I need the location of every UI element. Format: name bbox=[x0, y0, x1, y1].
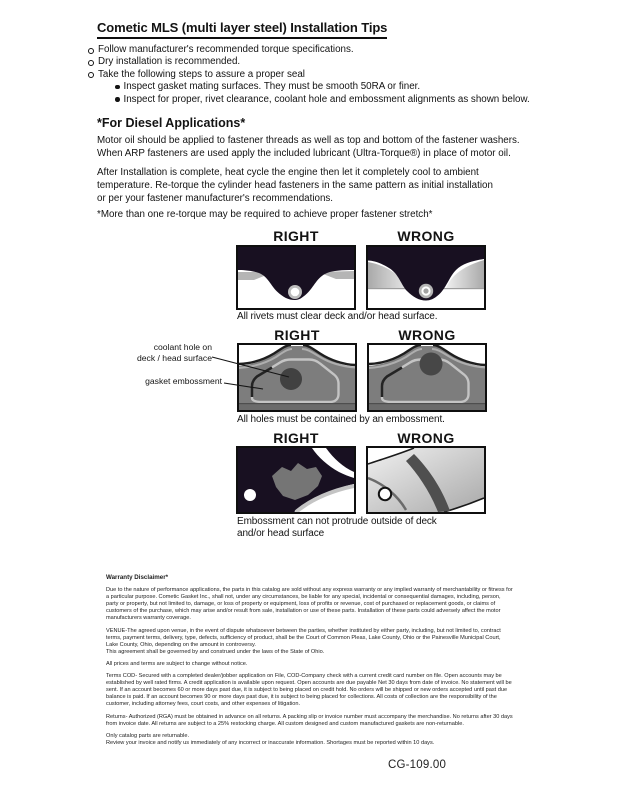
open-bullet-icon bbox=[88, 72, 94, 78]
caption-line: Embossment can not protrude outside of deck bbox=[237, 516, 437, 527]
figure-rivet-right bbox=[236, 245, 356, 310]
page-title: Cometic MLS (multi layer steel) Installation Tips bbox=[97, 20, 387, 39]
right-label: RIGHT bbox=[274, 327, 320, 343]
bottom-strip-line bbox=[369, 403, 485, 404]
wrong-label: WRONG bbox=[397, 430, 455, 446]
warranty-paragraph: Due to the nature of performance applications, the parts in this catalog are sold without any express warranty or any implied warranty of merchantability or fitness for a particular purpose. Cometic Gasket Inc., shall not, under any circumstances, be liable for any special, incidental or consequential damages, including, person, party or property, but not limited to, damage, or loss of property or equipment, loss of profits or revenue, cost of purchased or replacement goods, or claims of customers of the purchase, which may arise and/or result from sale, installation or use of these parts. Installation of these parts could adversely affect the motor manufacturers warranty coverage. bbox=[106, 587, 513, 622]
page-code: CG-109.00 bbox=[388, 759, 447, 771]
diesel-paragraph-1 bbox=[97, 135, 520, 161]
warranty-paragraph: Review your invoice and notify us immediately of any incorrect or inaccurate information. Shortages must be reported within 10 days. bbox=[106, 739, 435, 746]
label-line: coolant hole on bbox=[153, 342, 212, 352]
open-bullet-icon bbox=[88, 48, 94, 54]
bottom-strip-line bbox=[239, 403, 355, 404]
list-item bbox=[115, 94, 530, 106]
filled-bullet-icon bbox=[115, 97, 120, 102]
warranty-disclaimer bbox=[106, 574, 514, 747]
list-item bbox=[88, 44, 530, 56]
warranty-paragraph: This agreement shall be governed by and construed under the laws of the State of Ohio. bbox=[106, 648, 325, 655]
warranty-paragraph: Terms COD- Secured with a completed dealer/jobber application on File, COD-Company check with a current credit card number on file. Open accounts may be established by well rated firms. A credit application is available upon request. Open accounts are due payable Net 30 days from date of invoice. No statement will be sent. If an account becomes 60 or more days past due, it is subject to being placed on credit hold. No orders will be shipped or new orders accepted until past due balance is paid. If an account becomes 90 or more days past due, it is subject to being placed for collections. All costs of collection are the responsibility of the customer, including attorney fees, court costs, and other expenses of litigation. bbox=[106, 673, 512, 708]
paragraph-line: After Installation is complete, heat cycle the engine then let it completely cool to ambient bbox=[97, 167, 479, 178]
holes-caption: All holes must be contained by an embossment. bbox=[237, 414, 445, 425]
caption-line: and/or head surface bbox=[237, 527, 325, 539]
rivet-pin bbox=[423, 288, 428, 293]
coolant-hole-label bbox=[110, 342, 212, 364]
coolant-hole-misaligned bbox=[420, 353, 443, 376]
filled-bullet-icon bbox=[115, 85, 120, 90]
warranty-paragraph: Returns- Authorized (RGA) must be obtained in advance on all returns. A packing slip or invoice number must accompany the merchandise. No returns after 30 days from invoice date. All returns are subject to a 25% restocking charge. All custom designed and custom manufactured gaskets are non-returnable. bbox=[106, 713, 513, 727]
figure-embossment-wrong bbox=[366, 446, 486, 514]
list-item-text: Inspect gasket mating surfaces. They must be smooth 50RA or finer. bbox=[123, 81, 421, 93]
diesel-section-heading: *For Diesel Applications* bbox=[97, 116, 246, 130]
list-item bbox=[115, 81, 530, 93]
retorque-note: *More than one re-torque may be required to achieve proper fastener stretch* bbox=[97, 209, 433, 220]
installation-tips-list bbox=[88, 44, 530, 106]
bolt-hole bbox=[244, 489, 256, 501]
warranty-paragraph: VENUE-The agreed upon venue, in the event of dispute whatsoever between the parties, whether instituted by either party, including, but not limited to, contract terms, payment terms, delivery, type, defects, sufficiency of product, shall be the Court of Common Pleas, Lake County, Ohio or the Painesville Municipal Court, Lake County, Ohio, depending on the amount in controversy. bbox=[106, 627, 501, 648]
leader-lines bbox=[210, 350, 294, 394]
figure-holes-wrong bbox=[367, 343, 487, 412]
right-label: RIGHT bbox=[273, 228, 319, 244]
bolt-hole bbox=[379, 488, 391, 500]
gasket-embossment-label: gasket embossment bbox=[145, 376, 222, 386]
diesel-paragraph-2 bbox=[97, 167, 493, 206]
leader-line-coolant-hole bbox=[212, 357, 289, 377]
rivets-caption: All rivets must clear deck and/or head surface. bbox=[237, 311, 438, 322]
figure-rivet-wrong bbox=[366, 245, 486, 310]
label-line: deck / head surface bbox=[136, 352, 212, 363]
paragraph-line: Motor oil should be applied to fastener threads as well as top and bottom of the fastener washers. bbox=[97, 135, 520, 146]
bottom-strip bbox=[369, 404, 485, 410]
list-item-text: Inspect for proper, rivet clearance, coolant hole and embossment alignments as shown below. bbox=[123, 93, 530, 105]
list-item-text: Take the following steps to assure a proper seal bbox=[98, 68, 305, 80]
list-item bbox=[88, 69, 530, 81]
wrong-label: WRONG bbox=[397, 228, 455, 244]
leader-line-embossment bbox=[224, 383, 263, 389]
paragraph-line: or per your fastener manufacturer's recommendations. bbox=[97, 192, 334, 204]
warranty-heading: Warranty Disclaimer* bbox=[106, 574, 169, 581]
list-item-text: Dry installation is recommended. bbox=[98, 56, 241, 68]
bottom-strip bbox=[239, 404, 355, 410]
open-bullet-icon bbox=[88, 60, 94, 66]
paragraph-line: temperature. Re-torque the cylinder head fasteners in the same pattern as initial installation bbox=[97, 179, 493, 191]
wrong-label: WRONG bbox=[398, 327, 456, 343]
right-label: RIGHT bbox=[273, 430, 319, 446]
warranty-paragraph: All prices and terms are subject to change without notice. bbox=[106, 660, 248, 667]
embossment-caption bbox=[237, 516, 437, 539]
figure-embossment-right bbox=[236, 446, 356, 514]
list-item bbox=[88, 56, 530, 68]
rivet-center bbox=[291, 288, 300, 297]
list-item-text: Follow manufacturer's recommended torque specifications. bbox=[98, 44, 354, 55]
warranty-paragraph: Only catalog parts are returnable. bbox=[106, 732, 190, 739]
paragraph-line: When ARP fasteners are used apply the included lubricant (Ultra-Torque®) in place of motor oil. bbox=[97, 147, 511, 159]
